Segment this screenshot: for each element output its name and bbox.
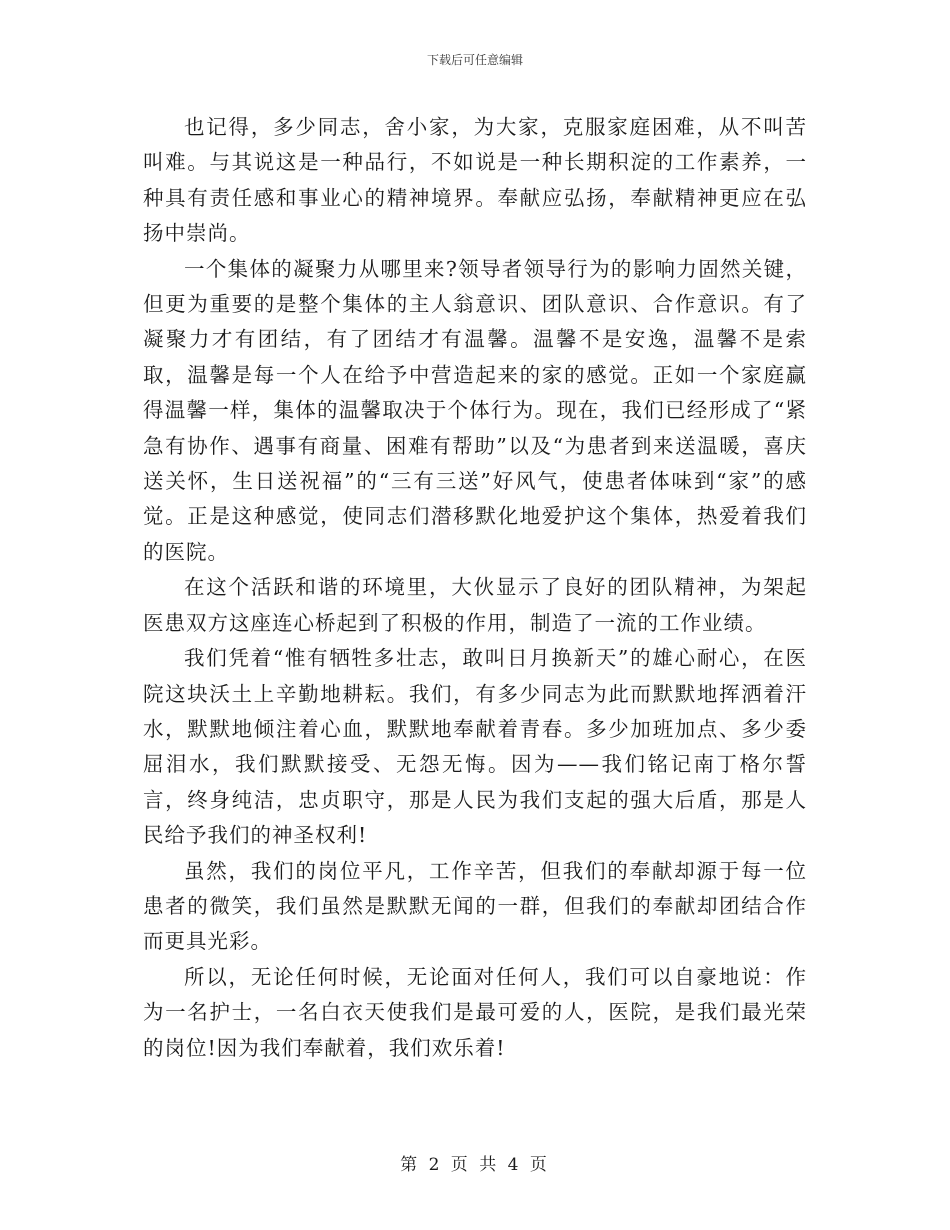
document-body [143,110,807,1066]
page-header: 下载后可任意编辑 [426,53,523,67]
paragraph-1: 也记得，多少同志，舍小家，为大家，克服家庭困难，从不叫苦叫难。与其说这是一种品行，不如说是一种长期积淀的工作素养，一种具有责任感和事业心的精神境界。奉献应弘扬，奉献精神更应在弘扬中崇尚。 [143,115,807,246]
paragraph-4: 我们凭着“惟有牺牲多壮志，敢叫日月换新天”的雄心耐心，在医院这块沃土上辛勤地耕耘。我们，有多少同志为此而默默地挥洒着汗水，默默地倾注着心血，默默地奉献着青春。多少加班加点、多少委屈泪水，我们默默接受、无怨无悔。因为——我们铭记南丁格尔誓言，终身纯洁，忠贞职守，那是人民为我们支起的强大后盾，那是人民给予我们的神圣权利! [143,646,807,848]
page-number-footer: 第 2 页 共 4 页 [400,1155,550,1175]
paragraph-2: 一个集体的凝聚力从哪里来?领导者领导行为的影响力固然关键，但更为重要的是整个集体的主人翁意识、团队意识、合作意识。有了凝聚力才有团结，有了团结才有温馨。温馨不是安逸，温馨不是索取，温馨是每一个人在给予中营造起来的家的感觉。正如一个家庭赢得温馨一样，集体的温馨取决于个体行为。现在，我们已经形成了“紧急有协作、遇事有商量、困难有帮助”以及“为患者到来送温暖，喜庆送关怀，生日送祝福”的“三有三送”好风气，使患者体味到“家”的感觉。正是这种感觉，使同志们潜移默化地爱护这个集体，热爱着我们的医院。 [143,256,807,564]
paragraph-5: 虽然，我们的岗位平凡，工作辛苦，但我们的奉献却源于每一位患者的微笑，我们虽然是默默无闻的一群，但我们的奉献却团结合作而更具光彩。 [143,858,807,954]
paragraph-6: 所以，无论任何时候，无论面对任何人，我们可以自豪地说：作为一名护士，一名白衣天使我们是最可爱的人，医院，是我们最光荣的岗位!因为我们奉献着，我们欢乐着! [143,964,807,1060]
paragraph-3: 在这个活跃和谐的环境里，大伙显示了良好的团队精神，为架起医患双方这座连心桥起到了积极的作用，制造了一流的工作业绩。 [143,575,807,635]
